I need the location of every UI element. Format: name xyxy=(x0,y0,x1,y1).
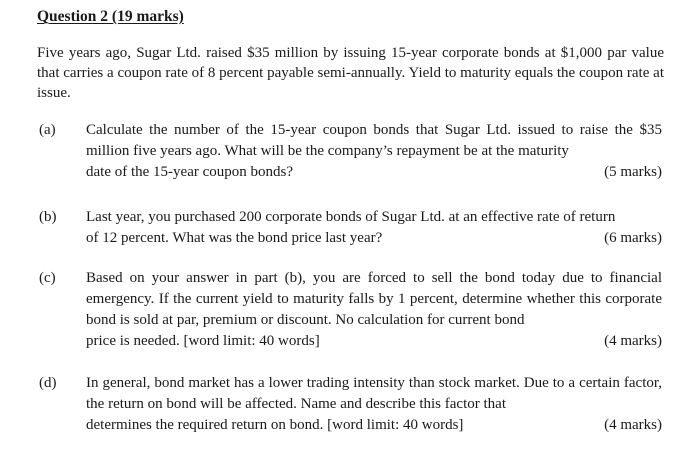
part-d-last-text: determines the required return on bond. [word limit: 40 words] xyxy=(86,417,464,433)
part-a-body xyxy=(86,120,662,183)
part-c-label: (c) xyxy=(39,270,56,286)
part-d-body xyxy=(86,373,662,436)
part-a-label: (a) xyxy=(39,122,56,138)
part-d-marks: (4 marks) xyxy=(604,417,662,433)
part-a-text: Calculate the number of the 15-year coupon bonds that Sugar Ltd. issued to raise the $35 million five years ago. What will be the company’s repayment be at the maturity xyxy=(86,122,662,159)
part-c-text: Based on your answer in part (b), you are forced to sell the bond today due to financial emergency. If the current yield to maturity falls by 1 percent, determine whether this corporate bond is sold at par, premium or discount. No calculation for current bond xyxy=(86,270,662,328)
part-d-last-line xyxy=(86,415,662,436)
part-a-last-line xyxy=(86,162,662,183)
question-intro: Five years ago, Sugar Ltd. raised $35 million by issuing 15-year corporate bonds at $1,000 par value that carries a coupon rate of 8 percent payable semi-annually. Yield to maturity equals the coupon rate at issue. xyxy=(37,45,664,101)
question-heading: Question 2 (19 marks) xyxy=(37,8,184,25)
part-b-text: Last year, you purchased 200 corporate bonds of Sugar Ltd. at an effective rate of return xyxy=(86,209,616,225)
part-b-marks: (6 marks) xyxy=(604,230,662,246)
part-c-last-line xyxy=(86,331,662,352)
part-a-marks: (5 marks) xyxy=(604,164,662,180)
part-a-last-text: date of the 15-year coupon bonds? xyxy=(86,164,294,180)
part-d-label: (d) xyxy=(39,375,57,391)
part-b-last-line xyxy=(86,228,662,249)
part-c-marks: (4 marks) xyxy=(604,333,662,349)
part-d-text: In general, bond market has a lower trading intensity than stock market. Due to a certain factor, the return on bond will be affected. Name and describe this factor that xyxy=(86,375,662,412)
part-c-last-text: price is needed. [word limit: 40 words] xyxy=(86,333,320,349)
part-c-body xyxy=(86,268,662,352)
part-b-body xyxy=(86,207,662,249)
part-b-label: (b) xyxy=(39,209,57,225)
part-b-last-text: of 12 percent. What was the bond price last year? xyxy=(86,230,383,246)
